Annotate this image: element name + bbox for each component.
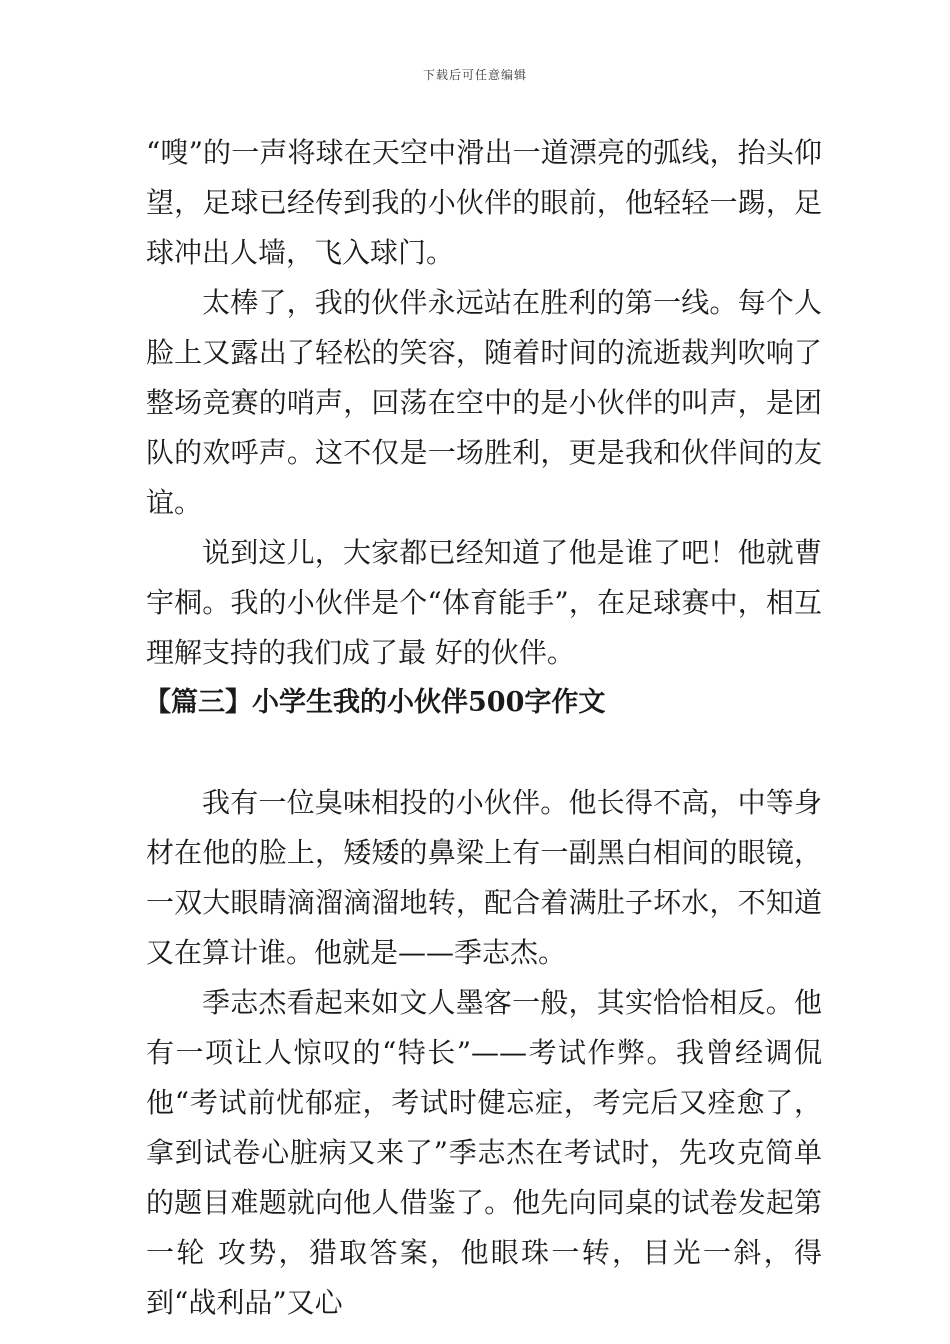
paragraph-2: 太棒了，我的伙伴永远站在胜利的第一线。每个人脸上又露出了轻松的笑容，随着时间的流逝裁判吹响了整场竞赛的哨声，回荡在空中的是小伙伴的叫声，是团队的欢呼声。这不仅是一场胜利，更是我和伙伴间的友谊。 <box>146 286 822 519</box>
paragraph-3: 说到这儿，大家都已经知道了他是谁了吧！他就曹宇桐。我的小伙伴是个“体育能手”，在足球赛中，相互理解支持的我们成了最 好的伙伴。 <box>146 536 822 669</box>
document-body <box>146 128 822 1328</box>
paragraph-1: “嗖”的一声将球在天空中滑出一道漂亮的弧线，抬头仰望，足球已经传到我的小伙伴的眼前，他轻轻一踢，足球冲出人墙，飞入球门。 <box>146 136 822 269</box>
page-header-note: 下载后可任意编辑 <box>422 68 527 82</box>
section-title: 【篇三】小学生我的小伙伴500字作文 <box>144 687 606 718</box>
section-spacer <box>146 728 822 778</box>
paragraph-5: 季志杰看起来如文人墨客一般，其实恰恰相反。他有一项让人惊叹的“特长”——考试作弊。我曾经调侃他“考试前忧郁症，考试时健忘症，考完后又痊愈了，拿到试卷心脏病又来了”季志杰在考试时，先攻克简单的题目难题就向他人借鉴了。他先向同桌的试卷发起第一轮 攻势，猎取答案，他眼珠一转，目光一斜，得到“战利品”又心 <box>146 986 822 1319</box>
paragraph-4: 我有一位臭味相投的小伙伴。他长得不高，中等身材在他的脸上，矮矮的鼻梁上有一副黑白相间的眼镜，一双大眼睛滴溜滴溜地转，配合着满肚子坏水，不知道又在算计谁。他就是——季志杰。 <box>146 786 822 969</box>
